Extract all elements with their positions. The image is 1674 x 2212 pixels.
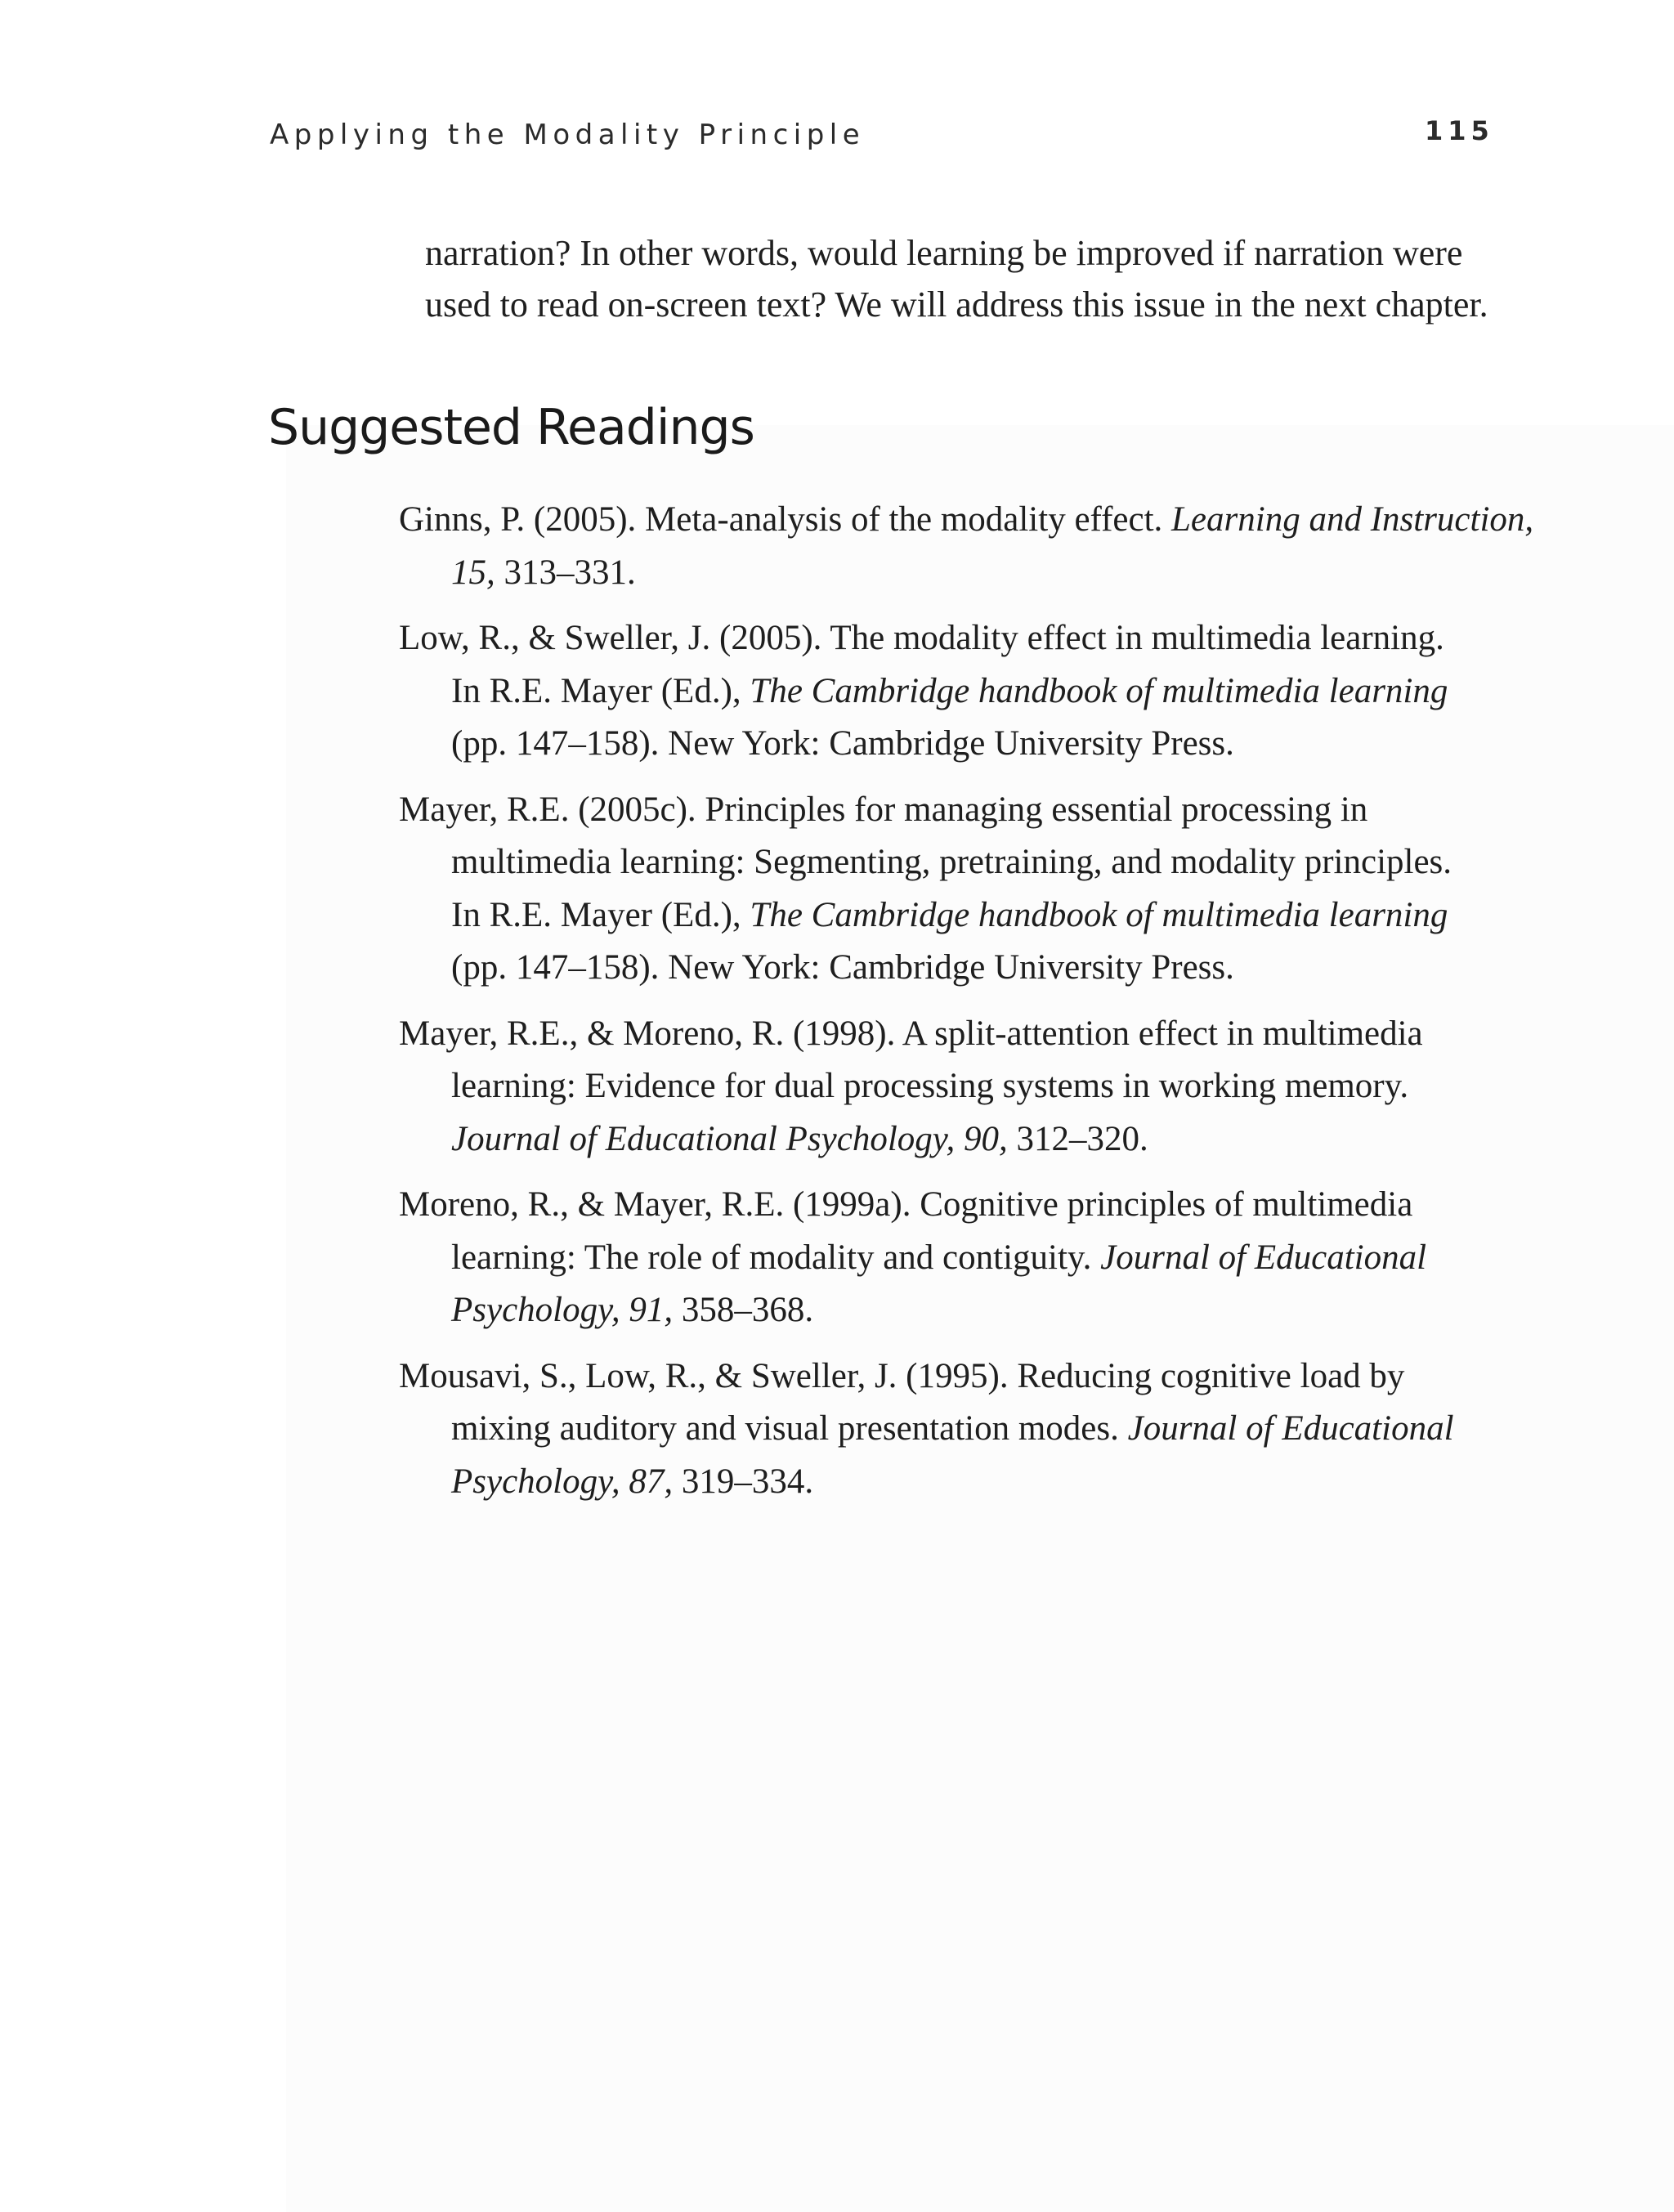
intro-paragraph xyxy=(425,227,1586,330)
reading-italic-text: Journal of Educational Psychology, 90, xyxy=(451,1119,1008,1158)
reading-text: (pp. 147–158). New York: Cambridge University Press. xyxy=(451,948,1234,987)
reading-text: mixing auditory and visual presentation modes. xyxy=(451,1409,1128,1448)
reading-line xyxy=(399,1179,1592,1232)
reading-text: multimedia learning: Segmenting, pretraining, and modality principles. xyxy=(451,843,1452,881)
reading-line xyxy=(399,1456,1592,1509)
reading-line xyxy=(399,942,1592,995)
reading-entry xyxy=(399,494,1592,599)
reading-italic-text: Psychology, 91, xyxy=(451,1291,674,1329)
suggested-readings-list xyxy=(399,494,1592,1521)
reading-line xyxy=(399,1008,1592,1061)
reading-italic-text: The Cambridge handbook of multimedia learning xyxy=(750,895,1448,934)
reading-line xyxy=(399,1403,1592,1456)
reading-text: 319–334. xyxy=(673,1462,814,1501)
reading-line xyxy=(399,889,1592,943)
reading-line xyxy=(399,1232,1592,1285)
reading-text: 358–368. xyxy=(673,1291,814,1329)
reading-line xyxy=(399,547,1592,600)
reading-italic-text: Journal of Educational xyxy=(1127,1409,1454,1448)
intro-line: narration? In other words, would learning be improved if narration were xyxy=(425,233,1463,273)
reading-entry xyxy=(399,1008,1592,1166)
reading-text: learning: Evidence for dual processing systems in working memory. xyxy=(451,1067,1409,1105)
reading-italic-text: Learning and Instruction, xyxy=(1171,500,1534,539)
reading-text: (pp. 147–158). New York: Cambridge University Press. xyxy=(451,724,1234,763)
reading-entry xyxy=(399,1179,1592,1337)
reading-text: In R.E. Mayer (Ed.), xyxy=(451,895,750,934)
intro-line: used to read on-screen text? We will address this issue in the next chapter. xyxy=(425,284,1488,325)
page-number: 115 xyxy=(1425,115,1494,146)
reading-italic-text: Psychology, 87, xyxy=(451,1462,674,1501)
reading-line xyxy=(399,665,1592,719)
reading-entry xyxy=(399,1350,1592,1509)
reading-entry xyxy=(399,784,1592,995)
reading-text: Moreno, R., & Mayer, R.E. (1999a). Cognitive principles of multimedia xyxy=(399,1185,1413,1224)
reading-text: learning: The role of modality and contiguity. xyxy=(451,1238,1101,1277)
reading-italic-text: 15, xyxy=(451,553,495,592)
reading-entry xyxy=(399,612,1592,771)
reading-text: 312–320. xyxy=(1007,1119,1148,1158)
reading-italic-text: The Cambridge handbook of multimedia learning xyxy=(750,671,1448,710)
reading-text: Mayer, R.E. (2005c). Principles for managing essential processing in xyxy=(399,790,1368,829)
reading-line xyxy=(399,1284,1592,1337)
reading-text: Ginns, P. (2005). Meta-analysis of the modality effect. xyxy=(399,500,1172,539)
reading-line xyxy=(399,1060,1592,1113)
reading-text: Mousavi, S., Low, R., & Sweller, J. (1995). Reducing cognitive load by xyxy=(399,1356,1405,1395)
running-head: Applying the Modality Principle xyxy=(270,119,866,151)
reading-line xyxy=(399,1113,1592,1166)
reading-line xyxy=(399,784,1592,837)
section-heading: Suggested Readings xyxy=(268,399,754,456)
reading-line xyxy=(399,718,1592,771)
reading-line xyxy=(399,612,1592,665)
reading-italic-text: Journal of Educational xyxy=(1100,1238,1427,1277)
reading-line xyxy=(399,836,1592,889)
reading-line xyxy=(399,494,1592,547)
reading-text: Low, R., & Sweller, J. (2005). The modality effect in multimedia learning. xyxy=(399,619,1444,657)
reading-text: Mayer, R.E., & Moreno, R. (1998). A split-attention effect in multimedia xyxy=(399,1014,1423,1053)
reading-text: 313–331. xyxy=(495,553,636,592)
reading-text: In R.E. Mayer (Ed.), xyxy=(451,671,750,710)
reading-line xyxy=(399,1350,1592,1404)
